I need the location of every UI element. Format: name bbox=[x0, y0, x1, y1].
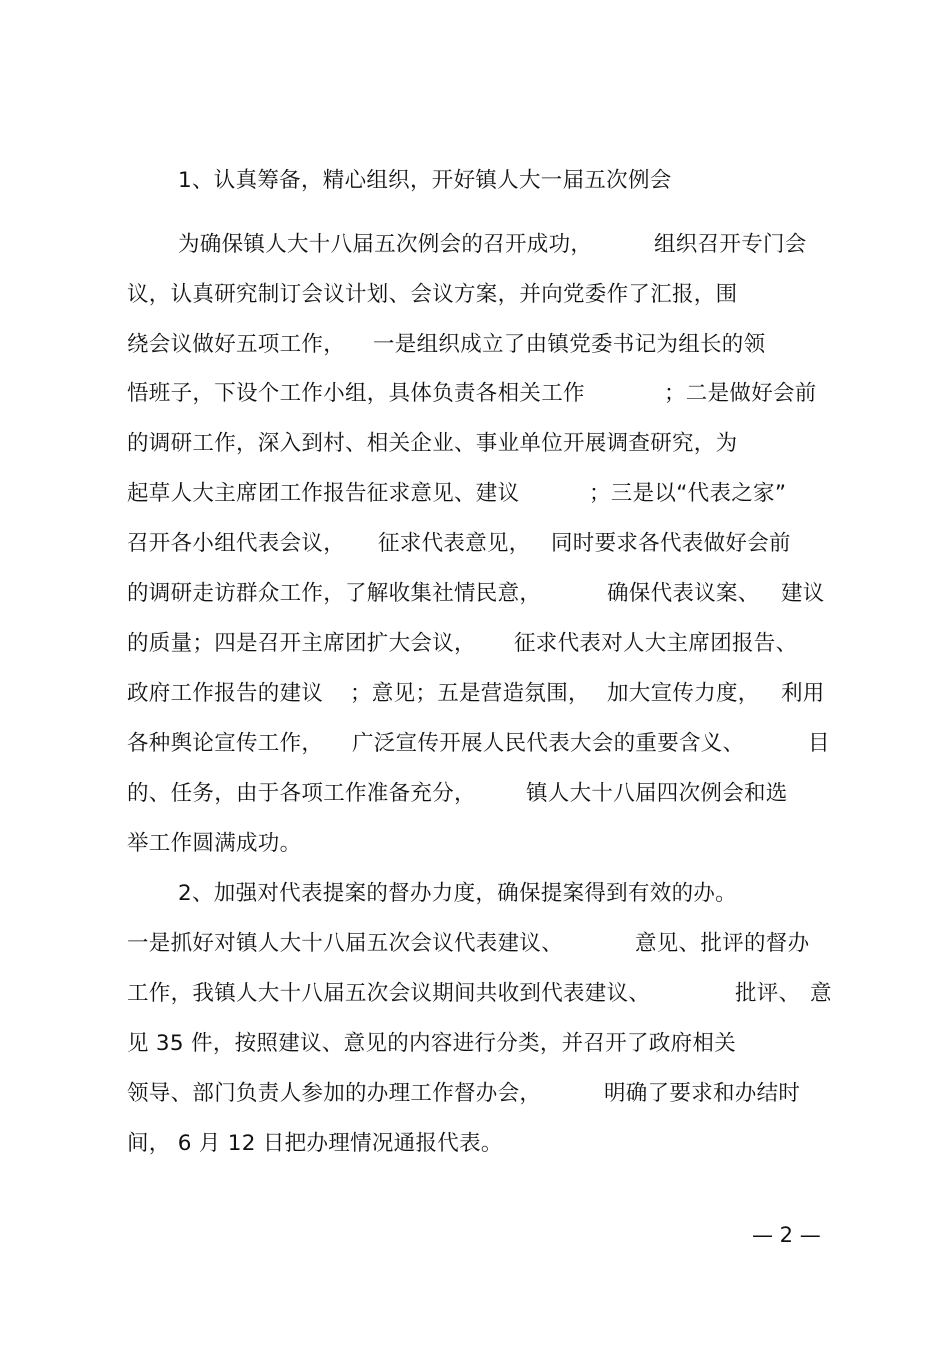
text-run: 确保代表议案、 bbox=[607, 581, 760, 606]
text-run: 政府工作报告的建议 bbox=[127, 681, 324, 706]
text-run: ；三是以“代表之家” bbox=[589, 481, 787, 506]
text-run: 广泛宣传开展人民代表大会的重要含义、 bbox=[352, 731, 745, 756]
paragraph-line bbox=[0, 929, 950, 959]
paragraph-line bbox=[0, 379, 950, 409]
paragraph-line bbox=[0, 1079, 950, 1109]
paragraph-line bbox=[0, 1129, 950, 1159]
text-run: 加大宣传力度， bbox=[607, 681, 760, 706]
text-run: 明确了要求和办结时 bbox=[604, 1081, 801, 1106]
section-heading-2 bbox=[0, 879, 950, 909]
paragraph-line bbox=[0, 979, 950, 1009]
text-run: 见 35 件，按照建议、意见的内容进行分类，并召开了政府相关 bbox=[127, 1031, 737, 1056]
text-run: 工作，我镇人大十八届五次会议期间共收到代表建议、 bbox=[127, 981, 651, 1006]
text-run: 一是抓好对镇人大十八届五次会议代表建议、 bbox=[127, 931, 564, 956]
section-heading-1 bbox=[0, 166, 950, 196]
text-run: 组织召开专门会 bbox=[654, 232, 807, 257]
text-run: 召开各小组代表会议， bbox=[127, 531, 346, 556]
text-run: 镇人大十八届四次例会和选 bbox=[526, 781, 788, 806]
paragraph-line bbox=[0, 779, 950, 809]
paragraph-line bbox=[0, 829, 950, 859]
paragraph-line bbox=[0, 529, 950, 559]
text-run: ；二是做好会前 bbox=[664, 381, 817, 406]
text-run: 各种舆论宣传工作， bbox=[127, 731, 324, 756]
paragraph-line bbox=[0, 330, 950, 360]
text-run: 议，认真研究制订会议计划、会议方案，并向党委作了汇报，围 bbox=[127, 282, 738, 307]
text-run: 利用 bbox=[781, 681, 825, 706]
paragraph-line bbox=[0, 579, 950, 609]
text-run: 悟班子，下设个工作小组，具体负责各相关工作 bbox=[127, 381, 585, 406]
text-run: 间， 6 月 12 日把办理情况通报代表。 bbox=[127, 1131, 503, 1156]
text-run: 为确保镇人大十八届五次例会的召开成功， bbox=[178, 232, 593, 257]
text-run: 目 bbox=[808, 731, 830, 756]
paragraph-line bbox=[0, 679, 950, 709]
text-run: 的、任务，由于各项工作准备充分， bbox=[127, 781, 476, 806]
text-run: 批评、 bbox=[735, 981, 801, 1006]
text-run: 意 bbox=[810, 981, 832, 1006]
text-run: 绕会议做好五项工作， bbox=[127, 332, 346, 357]
text-run: 的调研工作，深入到村、相关企业、事业单位开展调查研究，为 bbox=[127, 431, 738, 456]
paragraph-line bbox=[0, 429, 950, 459]
text-run: 的调研走访群众工作，了解收集社情民意， bbox=[127, 581, 542, 606]
paragraph-line bbox=[0, 479, 950, 509]
text-run: 领导、部门负责人参加的办理工作督办会， bbox=[127, 1081, 542, 1106]
paragraph-line bbox=[0, 729, 950, 759]
text-run: 征求代表对人大主席团报告、 bbox=[514, 631, 798, 656]
text-run: 的质量；四是召开主席团扩大会议， bbox=[127, 631, 476, 656]
text-run: 建议 bbox=[781, 581, 825, 606]
paragraph-line bbox=[0, 629, 950, 659]
paragraph-line bbox=[0, 230, 950, 260]
text-run: 起草人大主席团工作报告征求意见、建议 bbox=[127, 481, 520, 506]
text-run: 同时要求各代表做好会前 bbox=[551, 531, 791, 556]
text-run: 意见、批评的督办 bbox=[635, 931, 810, 956]
text-run: ；意见；五是营造氛围， bbox=[350, 681, 590, 706]
paragraph-line bbox=[0, 280, 950, 310]
page-number: — 2 — bbox=[752, 1223, 821, 1247]
paragraph-line bbox=[0, 1029, 950, 1059]
text-run: 征求代表意见， bbox=[378, 531, 531, 556]
text-run: 一是组织成立了由镇党委书记为组长的领 bbox=[373, 332, 766, 357]
heading-text: 1、认真筹备，精心组织，开好镇人大一届五次例会 bbox=[178, 168, 672, 193]
text-run: 举工作圆满成功。 bbox=[127, 831, 302, 856]
heading-text: 2、加强对代表提案的督办力度，确保提案得到有效的办。 bbox=[178, 881, 737, 906]
